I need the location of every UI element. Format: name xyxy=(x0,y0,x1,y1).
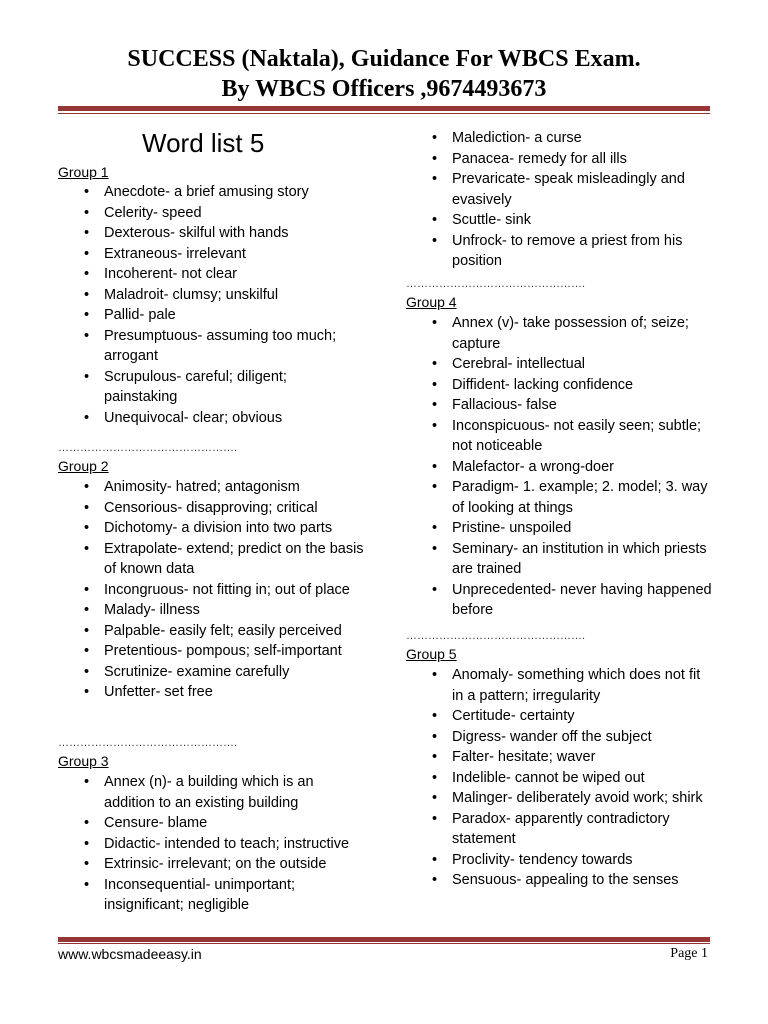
list-item: • Cerebral- intellectual xyxy=(406,354,712,375)
list-item: • Maladroit- clumsy; unskilful xyxy=(58,285,364,306)
list-item: • Prevaricate- speak misleadingly and evasively xyxy=(406,169,712,210)
footer-rule xyxy=(58,937,710,942)
list-item: • Didactic- intended to teach; instructive xyxy=(58,834,364,855)
footer-page-number: Page 1 xyxy=(670,946,708,961)
list-item: • Paradigm- 1. example; 2. model; 3. way of looking at things xyxy=(406,477,712,518)
list-item: • Pristine- unspoiled xyxy=(406,518,712,539)
list-item: • Annex (v)- take possession of; seize; capture xyxy=(406,313,712,354)
page-title: Word list 5 xyxy=(142,128,265,158)
list-item: • Scrupulous- careful; diligent; painstaking xyxy=(58,367,364,408)
list-item: • Malediction- a curse xyxy=(406,128,712,149)
list-item: • Dichotomy- a division into two parts xyxy=(58,518,364,539)
list-item: • Malady- illness xyxy=(58,600,364,621)
list-item: • Extrinsic- irrelevant; on the outside xyxy=(58,854,364,875)
list-item: • Anecdote- a brief amusing story xyxy=(58,182,364,203)
group-3-label: Group 3 xyxy=(58,753,109,769)
list-item: • Malinger- deliberately avoid work; shirk xyxy=(406,788,712,809)
list-item: • Panacea- remedy for all ills xyxy=(406,149,712,170)
list-item: • Palpable- easily felt; easily perceived xyxy=(58,621,364,642)
list-item: • Digress- wander off the subject xyxy=(406,727,712,748)
group-3-list-right xyxy=(406,128,712,272)
group-4-label: Group 4 xyxy=(406,294,457,310)
list-item: • Extraneous- irrelevant xyxy=(58,244,364,265)
list-item: • Proclivity- tendency towards xyxy=(406,850,712,871)
group-1-list xyxy=(58,182,364,428)
list-item: • Seminary- an institution in which priests are trained xyxy=(406,539,712,580)
group-4-list xyxy=(406,313,712,621)
list-item: • Incongruous- not fitting in; out of place xyxy=(58,580,364,601)
separator: …………………………………………. xyxy=(406,630,586,642)
page-header xyxy=(0,44,768,104)
list-item: • Falter- hesitate; waver xyxy=(406,747,712,768)
separator: …………………………………………. xyxy=(58,442,238,454)
list-item: • Incoherent- not clear xyxy=(58,264,364,285)
list-item: • Sensuous- appealing to the senses xyxy=(406,870,712,891)
footer-website: www.wbcsmadeeasy.in xyxy=(58,946,202,962)
list-item: • Unfetter- set free xyxy=(58,682,364,703)
list-item: • Indelible- cannot be wiped out xyxy=(406,768,712,789)
list-item: • Unfrock- to remove a priest from his position xyxy=(406,231,712,272)
header-rule xyxy=(58,106,710,111)
group-1-label: Group 1 xyxy=(58,164,109,180)
list-item: • Fallacious- false xyxy=(406,395,712,416)
header-rule-thin xyxy=(58,113,710,114)
list-item: • Censure- blame xyxy=(58,813,364,834)
list-item: • Malefactor- a wrong-doer xyxy=(406,457,712,478)
list-item: • Annex (n)- a building which is an addition to an existing building xyxy=(58,772,364,813)
group-2-list xyxy=(58,477,364,703)
list-item: • Pretentious- pompous; self-important xyxy=(58,641,364,662)
separator: …………………………………………. xyxy=(58,737,238,749)
list-item: • Celerity- speed xyxy=(58,203,364,224)
list-item: • Scuttle- sink xyxy=(406,210,712,231)
group-5-list xyxy=(406,665,712,891)
header-line-1: SUCCESS (Naktala), Guidance For WBCS Exam. xyxy=(127,46,641,72)
group-2-label: Group 2 xyxy=(58,458,109,474)
list-item: • Presumptuous- assuming too much; arrogant xyxy=(58,326,364,367)
list-item: • Unprecedented- never having happened before xyxy=(406,580,712,621)
list-item: • Scrutinize- examine carefully xyxy=(58,662,364,683)
list-item: • Certitude- certainty xyxy=(406,706,712,727)
list-item: • Pallid- pale xyxy=(58,305,364,326)
list-item: • Censorious- disapproving; critical xyxy=(58,498,364,519)
list-item: • Dexterous- skilful with hands xyxy=(58,223,364,244)
list-item: • Inconspicuous- not easily seen; subtle; not noticeable xyxy=(406,416,712,457)
group-5-label: Group 5 xyxy=(406,646,457,662)
list-item: • Animosity- hatred; antagonism xyxy=(58,477,364,498)
header-line-2: By WBCS Officers ,9674493673 xyxy=(221,76,547,102)
list-item: • Diffident- lacking confidence xyxy=(406,375,712,396)
list-item: • Extrapolate- extend; predict on the basis of known data xyxy=(58,539,364,580)
list-item: • Anomaly- something which does not fit in a pattern; irregularity xyxy=(406,665,712,706)
footer-rule-thin xyxy=(58,943,710,944)
list-item: • Unequivocal- clear; obvious xyxy=(58,408,364,429)
group-3-list-left xyxy=(58,772,364,916)
list-item: • Paradox- apparently contradictory statement xyxy=(406,809,712,850)
separator: …………………………………………. xyxy=(406,278,586,290)
list-item: • Inconsequential- unimportant; insignificant; negligible xyxy=(58,875,364,916)
